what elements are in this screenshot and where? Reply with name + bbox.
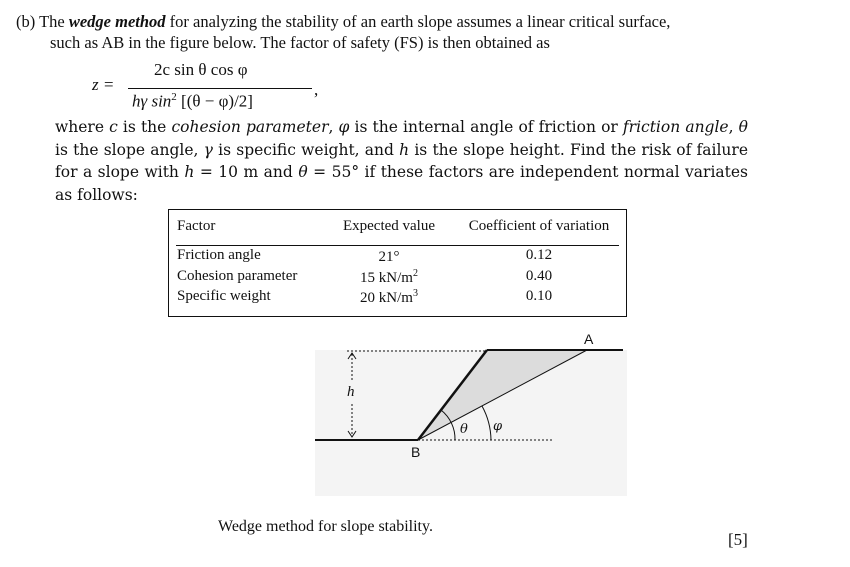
fraction-bar [128,88,312,89]
intro-rest: for analyzing the stability of an earth slope assumes a linear critical surface, [169,12,671,31]
table-cell-factor: Cohesion parameter [177,268,298,284]
table-header-rule [176,245,619,246]
intro-part: (b) The [16,12,65,31]
factor-table [168,209,627,317]
denominator-main: hγ sin [132,91,172,111]
label-theta: θ [460,422,468,437]
value-text: 20 kN/m [360,290,413,306]
table-cell-value [334,268,444,287]
para-text: is the slope height. Find the risk of failure for a slope with [55,140,749,181]
problem-paragraph [55,116,748,206]
para-text: where [55,118,110,136]
formula-comma: , [314,80,319,99]
para-text: is the slope angle, [55,140,204,159]
term-friction-angle: friction angle [622,118,729,136]
figure-caption: Wedge method for slope stability. [218,518,433,535]
formula-numerator: 2c sin θ cos φ [154,60,248,79]
para-text: is specific weight, and [212,140,400,159]
label-a: A [584,331,594,347]
value-text: 21° [378,249,400,265]
figure-panel [315,330,627,496]
intro-method: wedge method [68,12,166,31]
table-cell-cov: 0.10 [525,288,553,304]
marks-label: [5] [728,530,748,549]
table-header-factor: Factor [177,218,216,234]
table-cell-value [334,247,444,266]
table-header-cov: Coefficient of variation [468,218,610,234]
para-text: , [328,118,339,136]
var-c: c [109,118,118,136]
denominator-exponent: 2 [171,91,177,103]
para-text: is the [117,118,172,136]
wedge-figure [315,330,627,496]
var-theta: θ [738,118,748,136]
formula-lhs: z = [92,75,115,94]
para-text: = 55° if these factors are independent normal variates as follows: [55,163,748,204]
para-text: , [728,118,739,136]
para-text: = 10 m and [194,163,299,181]
var-h: h [399,140,410,159]
value-text: 15 kN/m [360,270,413,286]
var-h: h [184,163,195,181]
wedge-diagram [315,330,627,496]
var-gamma: γ [203,140,213,159]
denominator-tail: [(θ − φ)/2] [176,91,253,111]
para-text: is the internal angle of friction or [349,118,623,136]
value-exponent: 2 [412,268,418,279]
fs-formula [92,60,352,116]
question-intro [16,11,816,53]
var-phi: φ [338,118,350,136]
figure-top-margin [315,330,627,350]
table-cell-cov: 0.40 [525,268,553,284]
table-cell-factor: Specific weight [177,288,271,304]
term-cohesion: cohesion parameter [171,118,329,136]
label-b: B [411,444,421,460]
label-h: h [347,384,355,400]
var-theta: θ [298,163,308,181]
table-cell-factor: Friction angle [177,247,261,263]
table-cell-value [334,288,444,307]
value-exponent: 3 [412,288,418,299]
formula-denominator [132,91,253,112]
table-header-expected: Expected value [342,218,436,234]
intro-line2: such as AB in the figure below. The factor of safety (FS) is then obtained as [50,33,550,52]
table-cell-cov: 0.12 [525,247,553,263]
label-phi: φ [493,419,503,434]
